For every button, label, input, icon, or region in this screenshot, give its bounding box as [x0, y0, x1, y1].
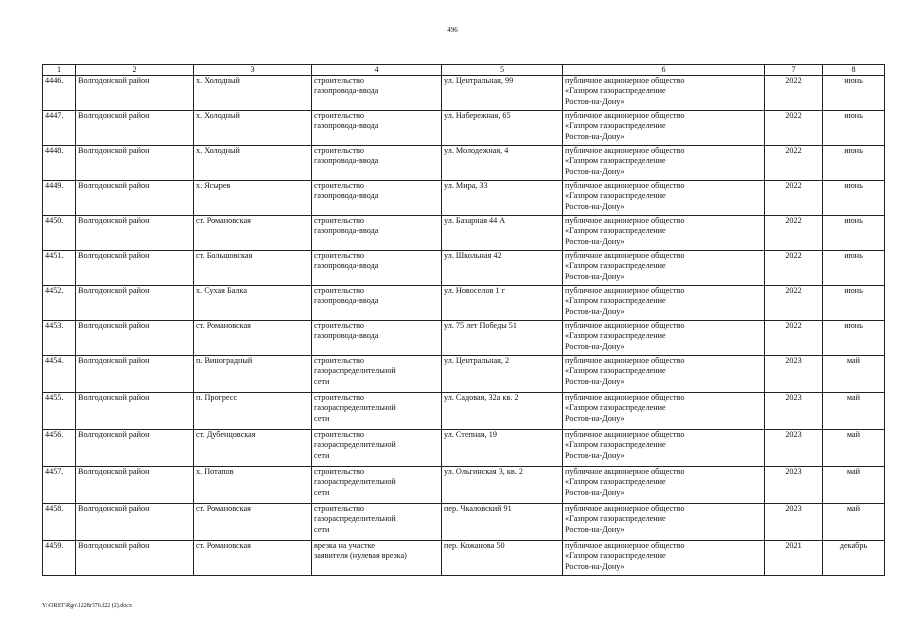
organization-cell	[563, 467, 765, 504]
organization-cell-line: публичное акционерное общество	[565, 76, 685, 85]
organization-cell-line: Ростов-на-Дону»	[565, 131, 625, 141]
year-cell	[765, 430, 823, 467]
settlement-cell-line: ст. Романовская	[196, 504, 251, 513]
work-type-cell	[312, 321, 442, 356]
work-type-cell-line: строительство	[314, 321, 365, 330]
settlement-cell	[194, 393, 312, 430]
organization-cell	[563, 393, 765, 430]
address-cell	[442, 541, 563, 576]
year-cell	[765, 76, 823, 111]
settlement-cell	[194, 541, 312, 576]
organization-cell	[563, 504, 765, 541]
month-cell	[823, 541, 885, 576]
year-cell-line: 2023	[785, 393, 802, 402]
work-type-cell-line: строительство	[314, 504, 365, 513]
district-cell-line: Волгодонской район	[78, 504, 150, 513]
row-number-cell	[43, 321, 76, 356]
row-number-cell-line: 4446.	[45, 76, 64, 85]
organization-cell-line: публичное акционерное общество	[565, 146, 685, 155]
district-cell-line: Волгодонской район	[78, 356, 150, 365]
district-cell	[76, 111, 194, 146]
address-cell-line: ул. Набережная, 65	[444, 111, 511, 120]
column-number: 7	[765, 65, 823, 76]
organization-cell-line: публичное акционерное общество	[565, 504, 685, 513]
row-number-cell-line: 4451.	[45, 251, 64, 260]
organization-cell-line: публичное акционерное общество	[565, 216, 685, 225]
organization-cell-line: «Газпром газораспределение	[565, 403, 666, 413]
district-cell	[76, 430, 194, 467]
district-cell-line: Волгодонской район	[78, 430, 150, 439]
settlement-cell	[194, 286, 312, 321]
work-type-cell-line: сети	[314, 450, 330, 460]
district-cell	[76, 504, 194, 541]
settlement-cell	[194, 504, 312, 541]
organization-cell-line: «Газпром газораспределение	[565, 551, 666, 561]
work-type-cell-line: газораспределительной	[314, 366, 396, 376]
address-cell-line: ул. Степная, 19	[444, 430, 497, 439]
month-cell-line: май	[846, 356, 861, 365]
month-cell	[823, 356, 885, 393]
work-type-cell-line: строительство	[314, 356, 365, 365]
row-number-cell-line: 4458.	[45, 504, 64, 513]
organization-cell-line: Ростов-на-Дону»	[565, 236, 625, 246]
row-number-cell-line: 4455.	[45, 393, 64, 402]
month-cell-line: декабрь	[839, 541, 868, 550]
organization-cell	[563, 216, 765, 251]
column-number-row	[43, 65, 885, 76]
work-type-cell-line: строительство	[314, 76, 365, 85]
page-number: 496	[447, 26, 458, 34]
year-cell	[765, 216, 823, 251]
work-type-cell-line: строительство	[314, 216, 365, 225]
settlement-cell	[194, 111, 312, 146]
work-type-cell-line: газопровода-ввода	[314, 261, 379, 271]
month-cell	[823, 286, 885, 321]
organization-cell-line: публичное акционерное общество	[565, 430, 685, 439]
address-cell-line: ул. Мира, 33	[444, 181, 488, 190]
row-number-cell-line: 4452.	[45, 286, 64, 295]
organization-cell-line: Ростов-на-Дону»	[565, 271, 625, 281]
year-cell	[765, 111, 823, 146]
year-cell-line: 2022	[785, 76, 802, 85]
table-row	[43, 146, 885, 181]
organization-cell-line: Ростов-на-Дону»	[565, 201, 625, 211]
organization-cell-line: Ростов-на-Дону»	[565, 376, 625, 386]
row-number-cell	[43, 393, 76, 430]
year-cell-line: 2023	[785, 467, 802, 476]
organization-cell-line: «Газпром газораспределение	[565, 440, 666, 450]
district-cell	[76, 286, 194, 321]
month-cell	[823, 430, 885, 467]
organization-cell-line: публичное акционерное общество	[565, 541, 685, 550]
work-type-cell	[312, 76, 442, 111]
organization-cell-line: публичное акционерное общество	[565, 181, 685, 190]
organization-cell	[563, 321, 765, 356]
settlement-cell-line: ст. Романовская	[196, 541, 251, 550]
month-cell	[823, 216, 885, 251]
month-cell-line: май	[846, 430, 861, 439]
row-number-cell-line: 4447.	[45, 111, 64, 120]
address-cell	[442, 286, 563, 321]
organization-cell-line: публичное акционерное общество	[565, 251, 685, 260]
work-type-cell	[312, 393, 442, 430]
work-type-cell-line: строительство	[314, 181, 365, 190]
year-cell-line: 2023	[785, 356, 802, 365]
month-cell-line: июнь	[844, 111, 863, 120]
settlement-cell-line: п. Виноградный	[196, 356, 253, 365]
address-cell-line: ул. Базарная 44 А	[444, 216, 506, 225]
column-number: 2	[76, 65, 194, 76]
settlement-cell	[194, 467, 312, 504]
address-cell-line: ул. 75 лет Победы 51	[444, 321, 517, 330]
table-row	[43, 356, 885, 393]
row-number-cell	[43, 111, 76, 146]
settlement-cell	[194, 181, 312, 216]
organization-cell-line: Ростов-на-Дону»	[565, 413, 625, 423]
organization-cell	[563, 111, 765, 146]
year-cell	[765, 181, 823, 216]
table-row	[43, 393, 885, 430]
work-type-cell	[312, 504, 442, 541]
column-number: 1	[43, 65, 76, 76]
work-type-cell	[312, 181, 442, 216]
table-row	[43, 251, 885, 286]
year-cell	[765, 356, 823, 393]
settlement-cell	[194, 430, 312, 467]
year-cell	[765, 393, 823, 430]
year-cell	[765, 504, 823, 541]
organization-cell	[563, 356, 765, 393]
row-number-cell-line: 4449.	[45, 181, 64, 190]
settlement-cell-line: х. Ясырев	[196, 181, 231, 190]
organization-cell-line: Ростов-на-Дону»	[565, 450, 625, 460]
address-cell	[442, 393, 563, 430]
work-type-cell-line: строительство	[314, 251, 365, 260]
row-number-cell-line: 4448.	[45, 146, 64, 155]
row-number-cell-line: 4454.	[45, 356, 64, 365]
address-cell	[442, 146, 563, 181]
organization-cell-line: Ростов-на-Дону»	[565, 306, 625, 316]
month-cell	[823, 146, 885, 181]
organization-cell-line: публичное акционерное общество	[565, 286, 685, 295]
settlement-cell	[194, 76, 312, 111]
table-row	[43, 504, 885, 541]
year-cell-line: 2022	[785, 286, 802, 295]
address-cell-line: ул. Новоселов 1 г	[444, 286, 505, 295]
settlement-cell-line: ст. Дубенцовская	[196, 430, 256, 439]
year-cell-line: 2023	[785, 504, 802, 513]
work-type-cell-line: сети	[314, 376, 330, 386]
row-number-cell	[43, 286, 76, 321]
district-cell	[76, 251, 194, 286]
year-cell-line: 2022	[785, 216, 802, 225]
address-cell	[442, 430, 563, 467]
work-type-cell-line: газопровода-ввода	[314, 86, 379, 96]
year-cell-line: 2022	[785, 146, 802, 155]
work-type-cell-line: строительство	[314, 146, 365, 155]
month-cell	[823, 76, 885, 111]
address-cell-line: ул. Садовая, 32а кв. 2	[444, 393, 519, 402]
organization-cell-line: Ростов-на-Дону»	[565, 524, 625, 534]
work-type-cell-line: строительство	[314, 111, 365, 120]
organization-cell-line: публичное акционерное общество	[565, 393, 685, 402]
row-number-cell	[43, 146, 76, 181]
month-cell	[823, 467, 885, 504]
column-number: 8	[823, 65, 885, 76]
organization-cell-line: публичное акционерное общество	[565, 356, 685, 365]
settlement-cell-line: х. Холодный	[196, 76, 240, 85]
settlement-cell-line: х. Холодный	[196, 146, 240, 155]
table-row	[43, 216, 885, 251]
settlement-cell-line: ст. Большовская	[196, 251, 253, 260]
row-number-cell	[43, 541, 76, 576]
month-cell-line: июнь	[844, 216, 863, 225]
work-type-cell-line: строительство	[314, 467, 365, 476]
work-type-cell-line: сети	[314, 413, 330, 423]
work-type-cell	[312, 286, 442, 321]
address-cell	[442, 111, 563, 146]
work-type-cell-line: газораспределительной	[314, 477, 396, 487]
organization-cell	[563, 251, 765, 286]
address-cell-line: пер. Кожанова 50	[444, 541, 505, 550]
year-cell	[765, 146, 823, 181]
work-type-cell	[312, 430, 442, 467]
address-cell	[442, 76, 563, 111]
district-cell-line: Волгодонской район	[78, 541, 150, 550]
organization-cell	[563, 430, 765, 467]
district-cell	[76, 393, 194, 430]
settlement-cell-line: х. Холодный	[196, 111, 240, 120]
district-cell-line: Волгодонской район	[78, 181, 150, 190]
organization-cell-line: Ростов-на-Дону»	[565, 487, 625, 497]
address-cell	[442, 181, 563, 216]
organization-cell-line: «Газпром газораспределение	[565, 477, 666, 487]
address-cell	[442, 356, 563, 393]
address-cell	[442, 216, 563, 251]
month-cell	[823, 251, 885, 286]
row-number-cell-line: 4459.	[45, 541, 64, 550]
address-cell-line: ул. Центральная, 99	[444, 76, 514, 85]
address-cell-line: ул. Молодежная, 4	[444, 146, 509, 155]
organization-cell	[563, 286, 765, 321]
table-row	[43, 76, 885, 111]
district-cell-line: Волгодонской район	[78, 286, 150, 295]
district-cell	[76, 216, 194, 251]
month-cell-line: июнь	[844, 181, 863, 190]
district-cell-line: Волгодонской район	[78, 321, 150, 330]
row-number-cell	[43, 467, 76, 504]
column-number: 3	[194, 65, 312, 76]
row-number-cell	[43, 76, 76, 111]
work-type-cell-line: газопровода-ввода	[314, 191, 379, 201]
month-cell-line: июнь	[844, 76, 863, 85]
year-cell	[765, 541, 823, 576]
row-number-cell-line: 4456.	[45, 430, 64, 439]
column-number: 5	[442, 65, 563, 76]
footer-file-path: Y:\ORST\Rgo\1228r376.f22 (2).docx	[42, 603, 132, 609]
address-cell	[442, 251, 563, 286]
table-row	[43, 111, 885, 146]
year-cell	[765, 286, 823, 321]
work-type-cell	[312, 146, 442, 181]
district-cell	[76, 541, 194, 576]
district-cell-line: Волгодонской район	[78, 146, 150, 155]
row-number-cell	[43, 251, 76, 286]
settlement-cell-line: х. Сухая Балка	[196, 286, 247, 295]
table-row	[43, 321, 885, 356]
table-row	[43, 467, 885, 504]
settlement-cell-line: х. Потапов	[196, 467, 234, 476]
month-cell	[823, 111, 885, 146]
month-cell	[823, 321, 885, 356]
year-cell-line: 2021	[785, 541, 802, 550]
column-number: 4	[312, 65, 442, 76]
row-number-cell	[43, 181, 76, 216]
row-number-cell-line: 4457.	[45, 467, 64, 476]
district-cell	[76, 467, 194, 504]
month-cell	[823, 393, 885, 430]
work-type-cell-line: строительство	[314, 430, 365, 439]
month-cell-line: май	[846, 467, 861, 476]
work-type-cell	[312, 467, 442, 504]
organization-cell	[563, 146, 765, 181]
table-row	[43, 430, 885, 467]
settlement-cell-line: п. Прогресс	[196, 393, 238, 402]
organization-cell	[563, 76, 765, 111]
address-cell-line: пер. Чкаловский 91	[444, 504, 512, 513]
work-type-cell-line: заявителя (нулевая врезка)	[314, 551, 407, 561]
organization-cell-line: публичное акционерное общество	[565, 467, 685, 476]
work-type-cell-line: строительство	[314, 393, 365, 402]
year-cell-line: 2022	[785, 181, 802, 190]
organization-cell-line: «Газпром газораспределение	[565, 156, 666, 166]
work-type-cell-line: строительство	[314, 286, 365, 295]
table-row	[43, 181, 885, 216]
row-number-cell	[43, 504, 76, 541]
district-cell	[76, 321, 194, 356]
organization-cell-line: «Газпром газораспределение	[565, 191, 666, 201]
month-cell	[823, 504, 885, 541]
organization-cell-line: «Газпром газораспределение	[565, 226, 666, 236]
work-type-cell-line: врезка на участке	[314, 541, 375, 550]
work-type-cell-line: газопровода-ввода	[314, 331, 379, 341]
row-number-cell	[43, 430, 76, 467]
organization-cell-line: «Газпром газораспределение	[565, 121, 666, 131]
work-type-cell-line: сети	[314, 487, 330, 497]
work-type-cell-line: газопровода-ввода	[314, 121, 379, 131]
month-cell-line: июнь	[844, 251, 863, 260]
year-cell	[765, 467, 823, 504]
organization-cell-line: Ростов-на-Дону»	[565, 341, 625, 351]
organization-cell-line: Ростов-на-Дону»	[565, 561, 625, 571]
organization-cell-line: «Газпром газораспределение	[565, 261, 666, 271]
address-cell	[442, 467, 563, 504]
district-cell-line: Волгодонской район	[78, 111, 150, 120]
organization-cell-line: публичное акционерное общество	[565, 321, 685, 330]
work-type-cell-line: газопровода-ввода	[314, 296, 379, 306]
work-type-cell	[312, 356, 442, 393]
row-number-cell	[43, 216, 76, 251]
work-type-cell-line: газораспределительной	[314, 403, 396, 413]
row-number-cell	[43, 356, 76, 393]
organization-cell-line: Ростов-на-Дону»	[565, 96, 625, 106]
gasification-table	[42, 64, 885, 576]
address-cell	[442, 321, 563, 356]
work-type-cell	[312, 251, 442, 286]
work-type-cell-line: газопровода-ввода	[314, 156, 379, 166]
work-type-cell-line: газораспределительной	[314, 514, 396, 524]
settlement-cell-line: ст. Романовская	[196, 321, 251, 330]
organization-cell	[563, 181, 765, 216]
work-type-cell-line: газораспределительной	[314, 440, 396, 450]
year-cell-line: 2023	[785, 430, 802, 439]
organization-cell-line: «Газпром газораспределение	[565, 86, 666, 96]
organization-cell-line: «Газпром газораспределение	[565, 366, 666, 376]
organization-cell	[563, 541, 765, 576]
month-cell-line: май	[846, 504, 861, 513]
district-cell	[76, 356, 194, 393]
district-cell-line: Волгодонской район	[78, 251, 150, 260]
month-cell	[823, 181, 885, 216]
year-cell	[765, 321, 823, 356]
work-type-cell-line: сети	[314, 524, 330, 534]
work-type-cell	[312, 541, 442, 576]
year-cell-line: 2022	[785, 111, 802, 120]
settlement-cell	[194, 356, 312, 393]
month-cell-line: июнь	[844, 321, 863, 330]
organization-cell-line: «Газпром газораспределение	[565, 296, 666, 306]
settlement-cell	[194, 251, 312, 286]
work-type-cell-line: газопровода-ввода	[314, 226, 379, 236]
organization-cell-line: «Газпром газораспределение	[565, 514, 666, 524]
work-type-cell	[312, 111, 442, 146]
row-number-cell-line: 4450.	[45, 216, 64, 225]
month-cell-line: май	[846, 393, 861, 402]
year-cell-line: 2022	[785, 321, 802, 330]
district-cell	[76, 76, 194, 111]
settlement-cell	[194, 216, 312, 251]
district-cell-line: Волгодонской район	[78, 467, 150, 476]
column-number: 6	[563, 65, 765, 76]
organization-cell-line: публичное акционерное общество	[565, 111, 685, 120]
address-cell	[442, 504, 563, 541]
table-row	[43, 541, 885, 576]
organization-cell-line: «Газпром газораспределение	[565, 331, 666, 341]
settlement-cell	[194, 146, 312, 181]
district-cell-line: Волгодонской район	[78, 216, 150, 225]
month-cell-line: июнь	[844, 146, 863, 155]
district-cell-line: Волгодонской район	[78, 76, 150, 85]
organization-cell-line: Ростов-на-Дону»	[565, 166, 625, 176]
year-cell-line: 2022	[785, 251, 802, 260]
district-cell	[76, 181, 194, 216]
district-cell	[76, 146, 194, 181]
work-type-cell	[312, 216, 442, 251]
year-cell	[765, 251, 823, 286]
address-cell-line: ул. Школьная 42	[444, 251, 502, 260]
district-cell-line: Волгодонской район	[78, 393, 150, 402]
address-cell-line: ул. Центральная, 2	[444, 356, 510, 365]
settlement-cell-line: ст. Романовская	[196, 216, 251, 225]
month-cell-line: июнь	[844, 286, 863, 295]
table-row	[43, 286, 885, 321]
row-number-cell-line: 4453.	[45, 321, 64, 330]
address-cell-line: ул. Ольгинская 3, кв. 2	[444, 467, 523, 476]
settlement-cell	[194, 321, 312, 356]
